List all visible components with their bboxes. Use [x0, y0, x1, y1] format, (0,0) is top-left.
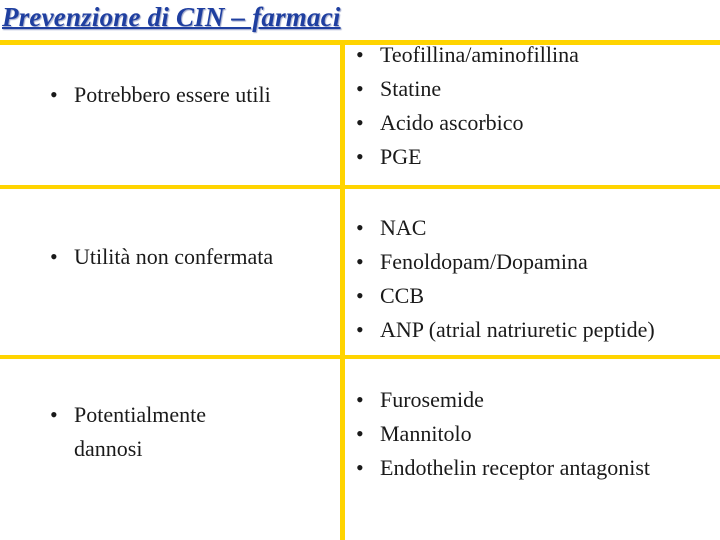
- bullet-icon: •: [50, 402, 58, 427]
- item-label: Teofillina/aminofillina: [380, 42, 579, 67]
- list-utilita-non-confermata: [356, 211, 655, 347]
- category-label-line2: dannosi: [74, 436, 143, 461]
- slide-title: Prevenzione di CIN – farmaci: [2, 2, 341, 32]
- category-utilita-non-confermata: [50, 240, 273, 274]
- bullet-icon: •: [356, 110, 364, 135]
- item-label: Mannitolo: [380, 421, 472, 446]
- item-label: PGE: [380, 144, 422, 169]
- category-label-line1: Potentialmente: [74, 402, 206, 427]
- list-item: [356, 38, 579, 72]
- list-item: [356, 106, 579, 140]
- bullet-icon: •: [356, 317, 364, 342]
- bullet-icon: •: [50, 82, 58, 107]
- category-label: Potrebbero essere utili: [74, 82, 271, 107]
- bullet-icon: •: [356, 283, 364, 308]
- list-item: [356, 140, 579, 174]
- bullet-icon: •: [356, 144, 364, 169]
- row-divider-2: [0, 355, 720, 359]
- item-label: Acido ascorbico: [380, 110, 524, 135]
- list-item: [356, 417, 650, 451]
- bullet-icon: •: [356, 249, 364, 274]
- list-item: [356, 245, 655, 279]
- item-label: Endothelin receptor antagonist: [380, 455, 651, 480]
- bullet-icon: •: [50, 244, 58, 269]
- item-label: ANP (atrial natriuretic peptide): [380, 317, 655, 342]
- item-label: NAC: [380, 215, 427, 240]
- bullet-icon: •: [356, 421, 364, 446]
- item-label: CCB: [380, 283, 425, 308]
- list-item: [356, 313, 655, 347]
- column-divider: [340, 40, 345, 540]
- item-label: Statine: [380, 76, 442, 101]
- bullet-icon: •: [356, 76, 364, 101]
- row-divider-1: [0, 185, 720, 189]
- list-item: [356, 383, 650, 417]
- bullet-icon: •: [356, 215, 364, 240]
- list-potenzialmente-dannosi: [356, 383, 650, 485]
- list-item: [356, 279, 655, 313]
- bullet-icon: •: [356, 387, 364, 412]
- item-label: Fenoldopam/Dopamina: [380, 249, 588, 274]
- category-potenzialmente-dannosi: [50, 398, 206, 466]
- bullet-icon: •: [356, 455, 364, 480]
- bullet-icon: •: [356, 42, 364, 67]
- category-label: Utilità non confermata: [74, 244, 274, 269]
- item-label: Furosemide: [380, 387, 484, 412]
- list-item: [356, 72, 579, 106]
- list-potrebbero-utili: [356, 38, 579, 174]
- list-item: [356, 211, 655, 245]
- list-item: [356, 451, 650, 485]
- category-potrebbero-utili: [50, 78, 271, 112]
